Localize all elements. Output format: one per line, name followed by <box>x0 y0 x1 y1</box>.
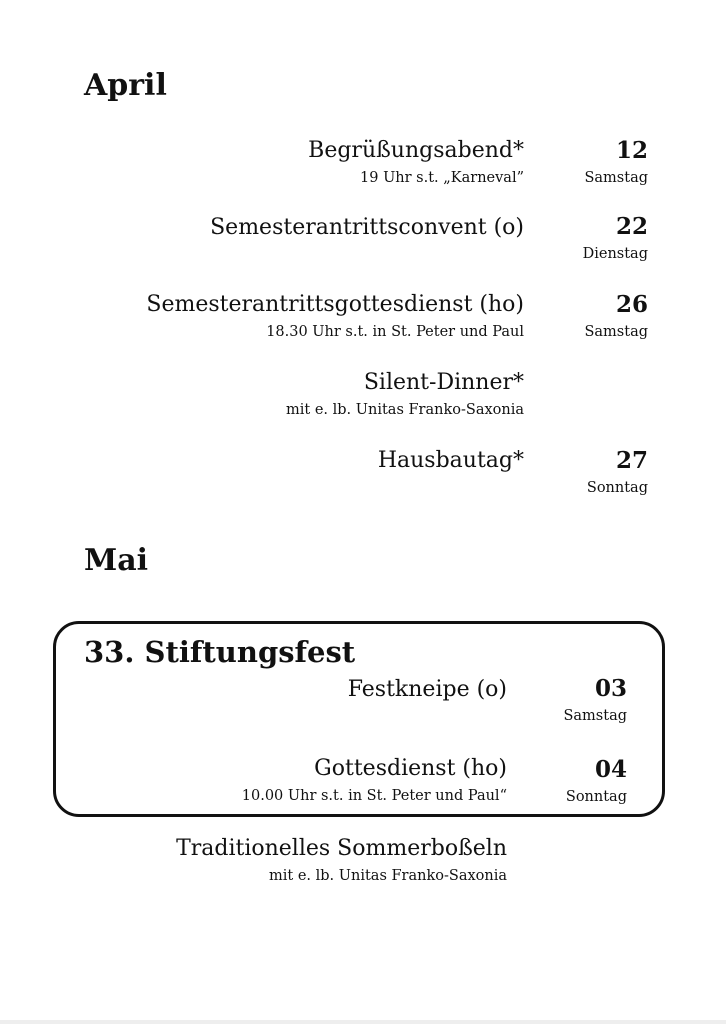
event-day: 26 <box>615 291 648 318</box>
event-weekday: Samstag <box>584 324 648 340</box>
event-title: Gottesdienst (ho) <box>314 756 507 781</box>
event-day: 04 <box>594 756 627 783</box>
event-subtitle: mit e. lb. Unitas Franko-Saxonia <box>269 868 507 884</box>
event-title: Semesterantrittsgottesdienst (ho) <box>146 292 524 317</box>
event-subtitle: 10.00 Uhr s.t. in St. Peter und Paul“ <box>241 788 507 804</box>
event-day: 27 <box>615 447 648 474</box>
event-weekday: Sonntag <box>565 789 627 805</box>
event-day: 03 <box>594 675 627 702</box>
event-title: Semesterantrittsconvent (o) <box>210 215 524 240</box>
stiftungsfest-title: 33. Stiftungsfest <box>84 635 356 669</box>
event-weekday: Dienstag <box>582 246 648 262</box>
month-heading-mai: Mai <box>84 543 149 578</box>
month-heading-april: April <box>84 68 167 103</box>
event-subtitle: 18.30 Uhr s.t. in St. Peter und Paul <box>266 324 524 340</box>
event-subtitle: 19 Uhr s.t. „Karneval” <box>360 170 524 186</box>
event-title: Festkneipe (o) <box>347 677 507 702</box>
event-weekday: Sonntag <box>586 480 648 496</box>
event-title: Hausbautag* <box>377 448 524 473</box>
event-title: Begrüßungsabend* <box>308 138 524 163</box>
event-weekday: Samstag <box>584 170 648 186</box>
page-bottom-edge <box>0 1020 726 1024</box>
event-weekday: Samstag <box>563 708 627 724</box>
event-day: 22 <box>615 213 648 240</box>
event-subtitle: mit e. lb. Unitas Franko-Saxonia <box>286 402 524 418</box>
event-title: Traditionelles Sommerboßeln <box>176 836 507 861</box>
event-title: Silent-Dinner* <box>363 370 524 395</box>
event-day: 12 <box>615 137 648 164</box>
